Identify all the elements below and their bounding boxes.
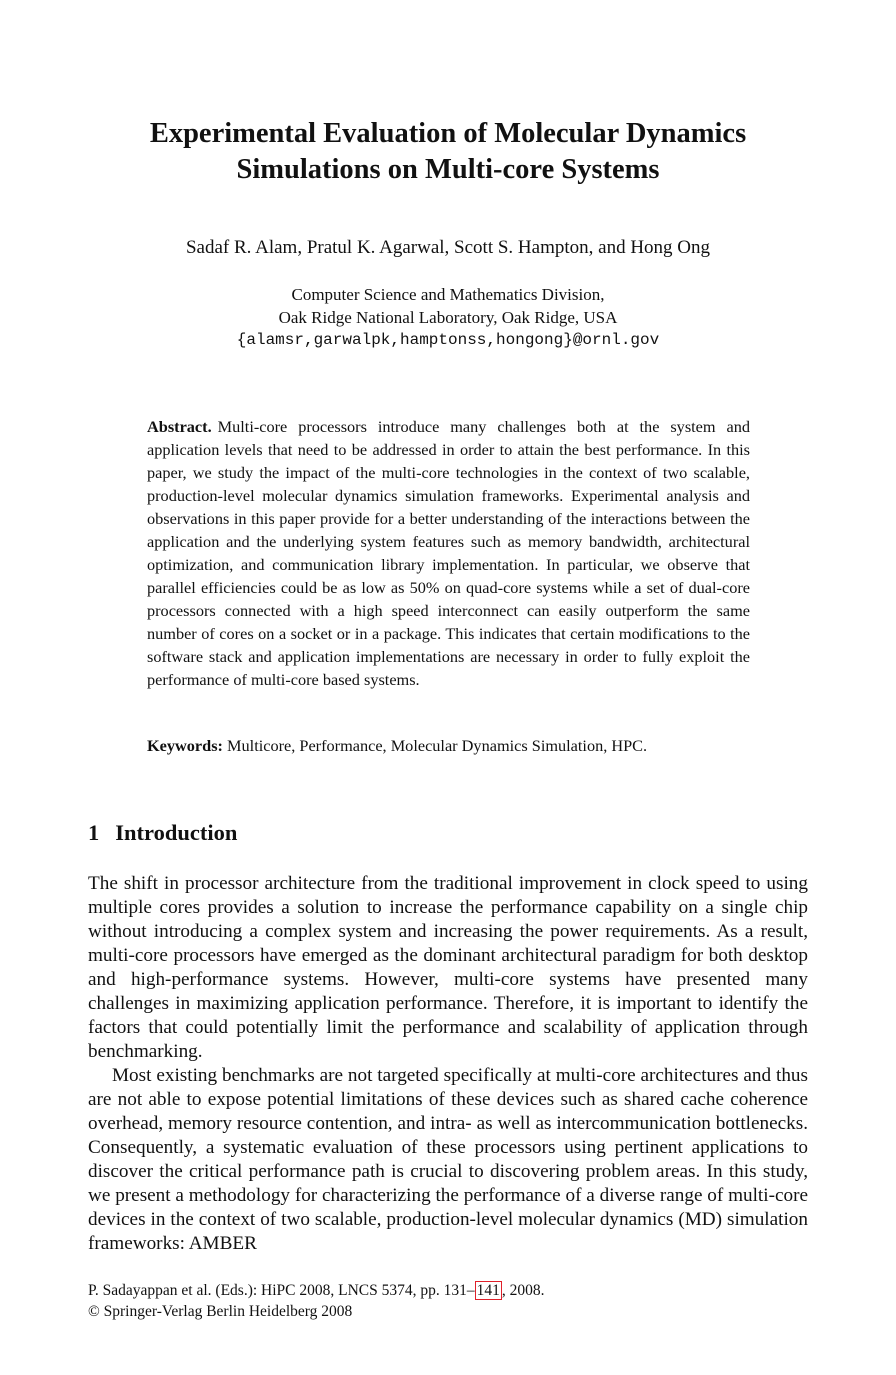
introduction-paragraph-2: Most existing benchmarks are not targeted specifically at multi-core architectures and thus are not able to expose potential limitations of these devices such as shared cache coherence overhead, memory resource contention, and intra- as well as intercommunication bottlenecks. Consequently, a systematic evaluation of these processors using pertinent applications to discover the critical performance path is crucial to discovering problem areas. In this study, we present a methodology for characterizing the performance of a diverse range of multi-core devices in the context of two scalable, production-level molecular dynamics (MD) simulation frameworks: AMBER (88, 1065, 808, 1254)
abstract (147, 415, 750, 691)
section-number: 1 (88, 820, 100, 845)
affiliation-division: Computer Science and Mathematics Division, (291, 285, 605, 304)
copyright-line: © Springer-Verlag Berlin Heidelberg 2008 (88, 1303, 353, 1320)
citation-page-link[interactable]: 141 (476, 1282, 500, 1299)
keywords-text: Multicore, Performance, Molecular Dynamics Simulation, HPC. (227, 736, 648, 755)
paper-title-line-1: Experimental Evaluation of Molecular Dynamics (149, 118, 747, 149)
section-heading-introduction (88, 818, 237, 848)
paper-title-line-2: Simulations on Multi-core Systems (236, 154, 660, 185)
affiliation (88, 283, 808, 352)
page-footer (88, 1280, 545, 1322)
introduction-paragraph-1: The shift in processor architecture from the traditional improvement in clock speed to using multiple cores provides a solution to increase the performance capability on a single chip without introducing a complex system and increasing the power requirements. As a result, multi-core processors have emerged as the dominant architectural paradigm for both desktop and high-performance systems. However, multi-core systems have presented many challenges in maximizing application performance. Therefore, it is important to identify the factors that could potentially limit the performance and scalability of application through benchmarking. (88, 873, 808, 1062)
paper-title (88, 116, 808, 188)
section-title: Introduction (115, 820, 238, 845)
introduction-body (88, 872, 808, 1256)
keywords-label: Keywords: (147, 736, 223, 755)
affiliation-institution: Oak Ridge National Laboratory, Oak Ridge, USA (278, 308, 618, 327)
citation-prefix: P. Sadayappan et al. (Eds.): HiPC 2008, LNCS 5374, pp. 131– (88, 1282, 475, 1299)
author-emails: {alamsr,garwalpk,hamptonss,hongong}@ornl.gov (236, 331, 660, 349)
abstract-label: Abstract. (147, 417, 212, 436)
citation-suffix: , 2008. (501, 1282, 545, 1299)
citation-line (88, 1280, 545, 1301)
author-list: Sadaf R. Alam, Pratul K. Agarwal, Scott S. Hampton, and Hong Ong (185, 237, 711, 258)
abstract-text: Multi-core processors introduce many challenges both at the system and application levels that need to be addressed in order to attain the best performance. In this paper, we study the impact of the multi-core technologies in the context of two scalable, production-level molecular dynamics simulation frameworks. Experimental analysis and observations in this paper provide for a better understanding of the interactions between the application and the underlying system features such as memory bandwidth, architectural optimization, and communication library implementation. In particular, we observe that parallel efficiencies could be as low as 50% on quad-core systems while a set of dual-core processors connected with a high speed interconnect can easily outperform the same number of cores on a socket or in a package. This indicates that certain modifications to the software stack and application implementations are necessary in order to fully exploit the performance of multi-core based systems. (147, 417, 750, 689)
keywords (147, 734, 750, 757)
